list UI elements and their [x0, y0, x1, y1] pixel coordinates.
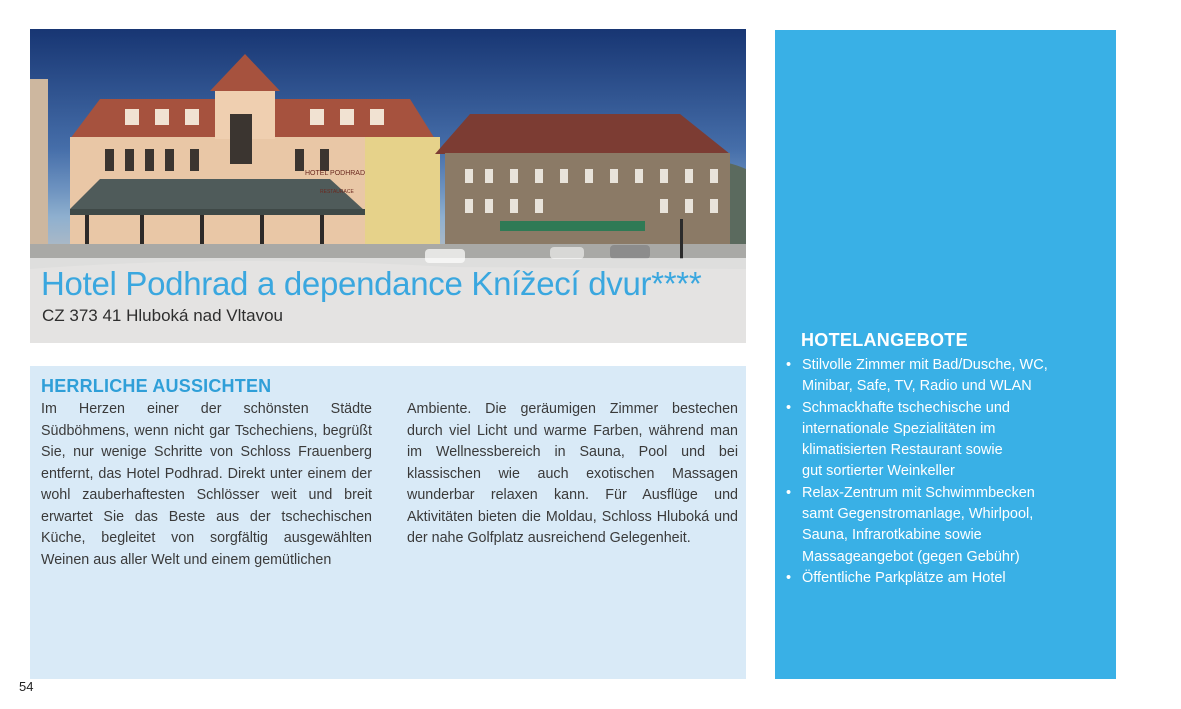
offer-item: [785, 483, 1105, 568]
offer-line: Schmackhafte tschechische und: [802, 399, 1010, 416]
offers-heading: HOTELANGEBOTE: [801, 330, 968, 350]
offer-item: [785, 398, 1105, 483]
description-box: [30, 366, 746, 679]
description-column-2: Ambiente. Die geräumigen Zimmer bestechen durch viel Licht und warme Farben, während man im Wellnessbereich in Sauna, Pool und bei klassischen wie auch exotischen Massagen wunderbar relaxen kann. Für Ausflüge und Aktivitäten bieten die Moldau, Schloss Hluboká und der nahe Golfplatz ausreichend Gelegenheit.: [407, 401, 738, 546]
offer-line: Öffentliche Parkplätze am Hotel: [802, 569, 1006, 586]
bullet-icon: •: [786, 357, 792, 373]
hotel-title: Hotel Podhrad a dependance Knížecí dvur****: [41, 265, 702, 302]
bullet-icon: •: [786, 484, 792, 501]
offer-line: gut sortierter Weinkeller: [802, 463, 955, 480]
description-heading: HERRLICHE AUSSICHTEN: [41, 376, 272, 396]
offer-item: [785, 568, 1105, 589]
offer-line: Sauna, Infrarotkabine sowie: [802, 527, 982, 544]
offer-item: [785, 355, 1105, 398]
restaurant-sign: RESTAURACE: [320, 189, 354, 195]
offers-panel: [775, 30, 1116, 679]
offers-list: [785, 355, 1105, 589]
hotel-photo: [30, 29, 746, 343]
offer-line: internationale Spezialitäten im: [802, 420, 996, 437]
offer-line: klimatisierten Restaurant sowie: [802, 442, 1003, 459]
hotel-sign: HOTEL PODHRAD: [305, 170, 366, 177]
description-column-1: Im Herzen einer der schönsten Städte Südböhmens, wenn nicht gar Tschechiens, begrüßt Sie, nur wenige Schritte von Schloss Frauenberg entfernt, das Hotel Podhrad. Direkt unter einem der wohl zauberhaftesten Schlösser weit und breit erwartet Sie das Beste aus der tschechischen Küche, begleitet von sorgfältig ausgewählten Weinen aus aller Welt und einem gemütlichen: [41, 401, 372, 568]
offer-line: Minibar, Safe, TV, Radio und WLAN: [802, 378, 1032, 395]
bullet-icon: •: [786, 569, 792, 586]
hotel-address: CZ 373 41 Hluboká nad Vltavou: [42, 306, 283, 325]
bullet-icon: •: [786, 399, 792, 416]
page-number: 54: [19, 679, 34, 694]
offer-line: samt Gegenstromanlage, Whirlpool,: [802, 506, 1034, 523]
offer-line: Massageangebot (gegen Gebühr): [802, 548, 1020, 565]
offer-line: Stilvolle Zimmer mit Bad/Dusche, WC,: [802, 357, 1048, 373]
offer-line: Relax-Zentrum mit Schwimmbecken: [802, 484, 1035, 501]
